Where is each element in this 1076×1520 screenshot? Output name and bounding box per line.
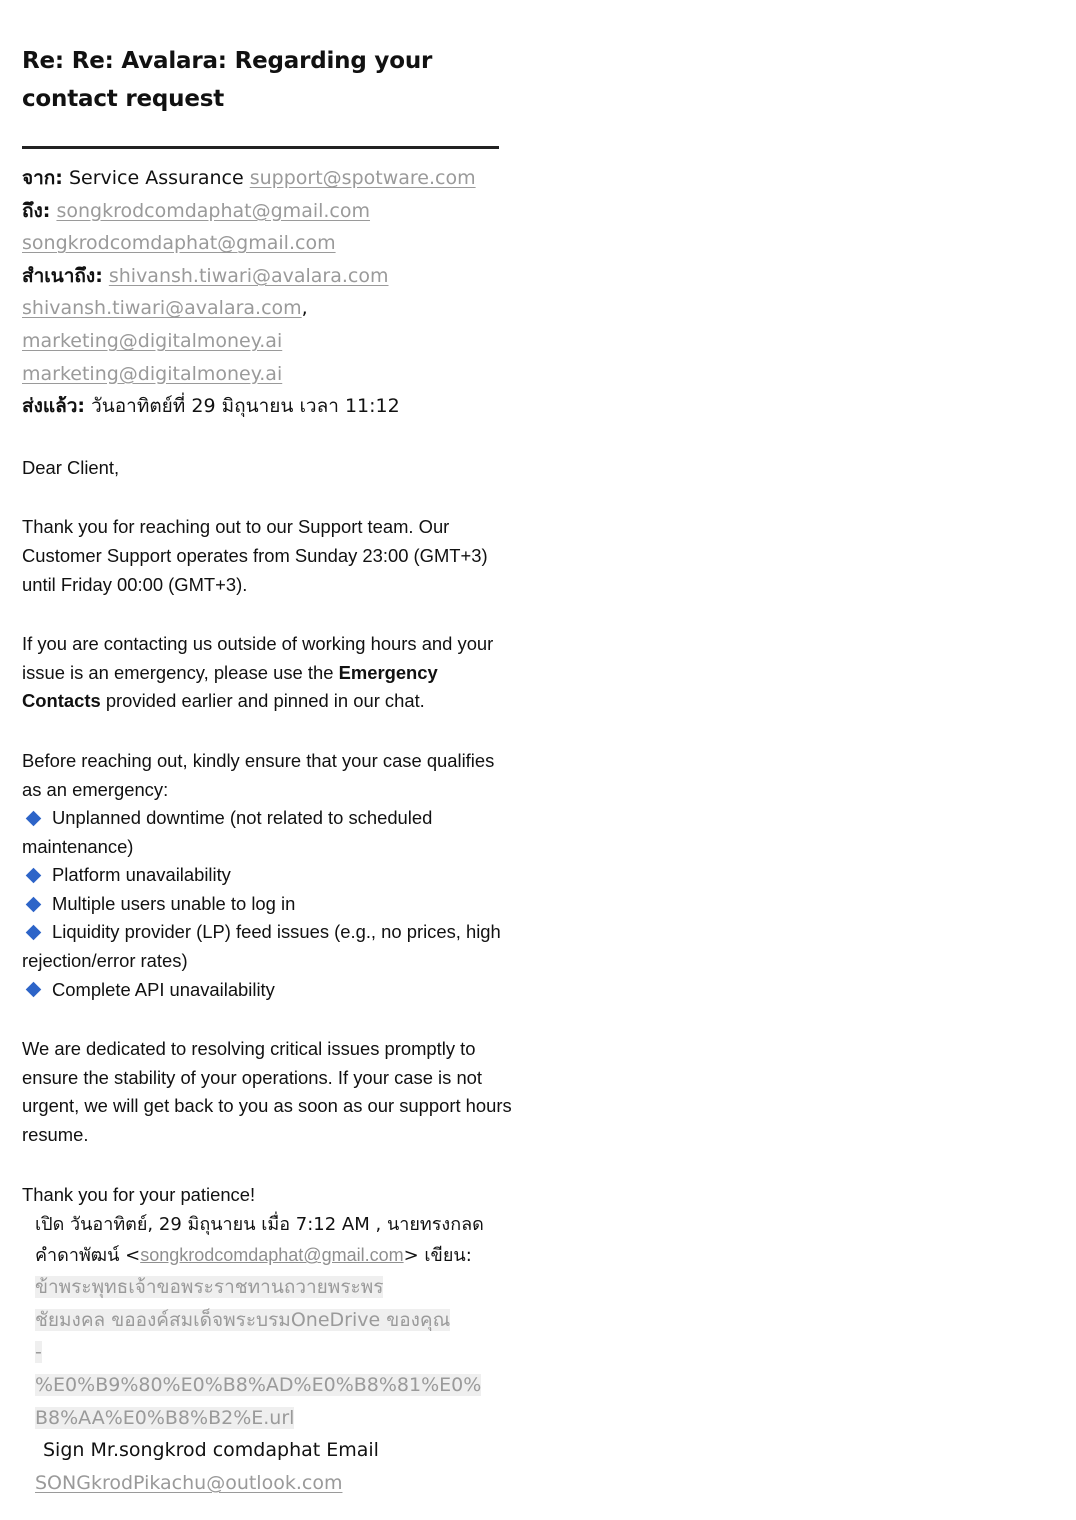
cc-email-link-2[interactable]: shivansh.tiwari@avalara.com: [22, 297, 302, 320]
to-row: [22, 195, 512, 228]
sent-row: [22, 390, 512, 423]
paragraph-criteria: Before reaching out, kindly ensure that your case qualifies as an emergency:: [22, 749, 495, 800]
quote-line-1: เปิด วันอาทิตย์, 29 มิถุนายน เมื่อ 7:12 AM , นายทรงกลด: [35, 1214, 484, 1236]
list-item: Unplanned downtime (not related to scheduled maintenance): [22, 807, 433, 857]
from-label: จาก:: [22, 167, 63, 189]
quoted-message: [35, 1271, 512, 1434]
email-headers: [22, 162, 512, 423]
list-item: Liquidity provider (LP) feed issues (e.g., no prices, high rejection/error rates): [22, 921, 501, 972]
sent-value: วันอาทิตย์ที่ 29 มิถุนายน เวลา 11:12: [91, 395, 400, 418]
signature-email-row: [35, 1467, 512, 1500]
cc-row-4: [22, 358, 512, 391]
sent-label: ส่งแล้ว:: [22, 395, 86, 418]
paragraph-hours: Thank you for reaching out to our Support team. Our Customer Support operates from Sunday 23:00 (GMT+3) until Friday 00:00 (GMT+3).: [22, 516, 488, 595]
paragraph-emergency: If you are contacting us outside of working hours and your issue is an emergency, please use the Emergency Contacts provided earlier and pinned in our chat.: [22, 633, 494, 712]
signature-email-link[interactable]: SONGkrodPikachu@outlook.com: [35, 1471, 343, 1494]
email-body: [22, 454, 512, 1209]
cc-email-link-3[interactable]: marketing@digitalmoney.ai: [22, 329, 283, 352]
list-item: Complete API unavailability: [22, 976, 512, 1005]
quoted-line: ข้าพระพุทธเจ้าขอพระราชทานถวายพระพร: [35, 1276, 384, 1299]
quoted-line: B8%AA%E0%B8%B2%E.url: [35, 1406, 295, 1429]
quote-email-link[interactable]: songkrodcomdaphat@gmail.com: [140, 1245, 404, 1266]
diamond-bullet-icon: [26, 868, 42, 884]
to-label: ถึง:: [22, 199, 51, 222]
cc-row-3: [22, 325, 512, 358]
diamond-bullet-icon: [26, 982, 42, 998]
greeting: Dear Client,: [22, 456, 120, 478]
cc-email-link[interactable]: shivansh.tiwari@avalara.com: [108, 264, 389, 287]
email-subject: Re: Re: Avalara: Regarding your contact request: [22, 48, 433, 112]
diamond-bullet-icon: [26, 925, 42, 941]
from-row: [22, 162, 512, 195]
bullet-list: [22, 804, 512, 1004]
to-row-2: [22, 227, 512, 260]
signature: Sign Mr.songkrod comdaphat Email: [43, 1439, 379, 1462]
paragraph-dedication: We are dedicated to resolving critical issues promptly to ensure the stability of your operations. If your case is not urgent, we will get back to you as soon as our support hours resume.: [22, 1038, 512, 1146]
closing: Thank you for your patience!: [22, 1183, 256, 1205]
diamond-bullet-icon: [26, 896, 42, 912]
list-item: Platform unavailability: [22, 861, 512, 890]
diamond-bullet-icon: [26, 810, 42, 826]
divider: [22, 146, 499, 149]
cc-email-link-4[interactable]: marketing@digitalmoney.ai: [22, 362, 283, 385]
comma: ,: [301, 297, 308, 320]
quoted-header: [35, 1209, 512, 1499]
to-email-link[interactable]: songkrodcomdaphat@gmail.com: [56, 199, 371, 222]
from-email-link[interactable]: support@spotware.com: [249, 167, 476, 189]
emergency-contacts-bold: Emergency Contacts: [22, 661, 438, 712]
quoted-line: -: [35, 1341, 42, 1364]
quote-line-2: คำดาพัฒน์ <songkrodcomdaphat@gmail.com> เขียน:: [35, 1245, 472, 1267]
list-item: Multiple users unable to log in: [22, 890, 512, 919]
cc-label: สำเนาถึง:: [22, 264, 103, 287]
email-page: [22, 42, 512, 1499]
quoted-line: ชัยมงคล ขอองค์สมเด็จพระบรมOneDrive ของคุณ: [35, 1308, 451, 1331]
quoted-line: %E0%B9%80%E0%B8%AD%E0%B8%81%E0%: [35, 1374, 482, 1396]
to-email-link-2[interactable]: songkrodcomdaphat@gmail.com: [22, 232, 336, 255]
from-name: Service Assurance: [68, 167, 244, 189]
cc-row: [22, 260, 512, 293]
cc-row-2: [22, 292, 512, 325]
